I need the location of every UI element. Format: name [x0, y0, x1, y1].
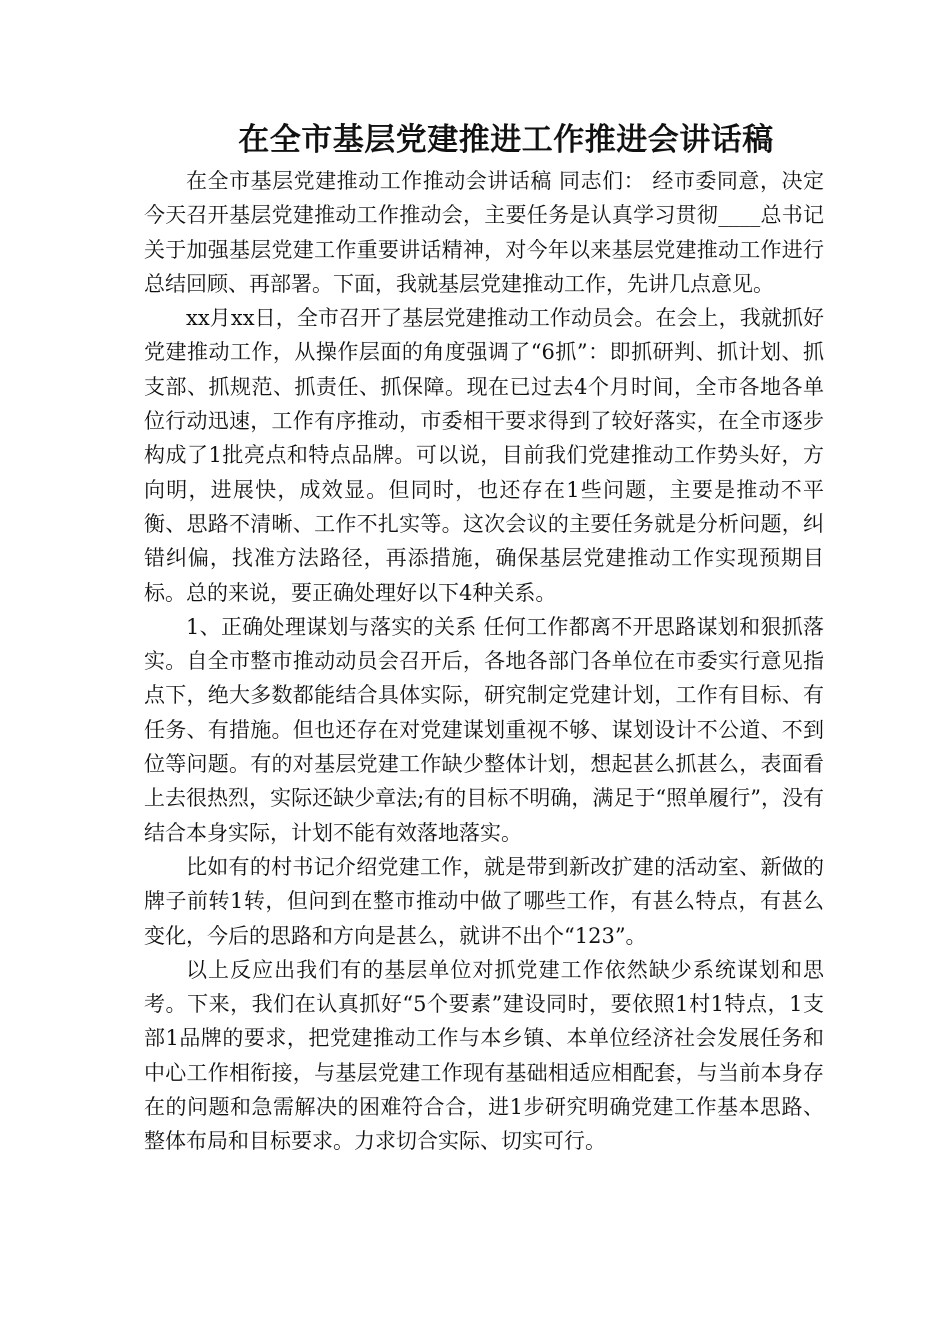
- paragraph-4: 比如有的村书记介绍党建工作，就是带到新改扩建的活动室、新做的牌子前转1转，但问到在整市推动中做了哪些工作，有甚么特点，有甚么变化，今后的思路和方向是甚么，就讲不出个“123”。: [144, 854, 824, 948]
- document-title: 在全市基层党建推进工作推进会讲话稿: [238, 122, 774, 158]
- document-body: [144, 164, 824, 1159]
- paragraph-1: 在全市基层党建推动工作推动会讲话稿 同志们： 经市委同意，决定今天召开基层党建推动工作推动会，主要任务是认真学习贯彻____总书记关于加强基层党建工作重要讲话精神，对今年以来基层党建推动工作进行总结回顾、再部署。下面，我就基层党建推动工作，先讲几点意见。: [144, 169, 824, 296]
- paragraph-5: 以上反应出我们有的基层单位对抓党建工作依然缺少系统谋划和思考。下来，我们在认真抓好“5个要素”建设同时，要依照1村1特点，1支部1品牌的要求，把党建推动工作与本乡镇、本单位经济社会发展任务和中心工作相衔接，与基层党建工作现有基础相适应相配套，与当前本身存在的问题和急需解决的困难符合合，进1步研究明确党建工作基本思路、整体布局和目标要求。力求切合实际、切实可行。: [144, 957, 824, 1154]
- paragraph-3: 1、正确处理谋划与落实的关系 任何工作都离不开思路谋划和狠抓落实。自全市整市推动动员会召开后，各地各部门各单位在市委实行意见指点下，绝大多数都能结合具体实际，研究制定党建计划，工作有目标、有任务、有措施。但也还存在对党建谋划重视不够、谋划设计不公道、不到位等问题。有的对基层党建工作缺少整体计划，想起甚么抓甚么，表面看上去很热烈，实际还缺少章法;有的目标不明确，满足于“照单履行”，没有结合本身实际，计划不能有效落地落实。: [144, 614, 824, 845]
- paragraph-2: xx月xx日，全市召开了基层党建推动工作动员会。在会上，我就抓好党建推动工作，从操作层面的角度强调了“6抓”：即抓研判、抓计划、抓支部、抓规范、抓责任、抓保障。现在已过去4个月时间，全市各地各单位行动迅速，工作有序推动，市委相干要求得到了较好落实，在全市逐步构成了1批亮点和特点品牌。可以说，目前我们党建推动工作势头好，方向明，进展快，成效显。但同时，也还存在1些问题，主要是推动不平衡、思路不清晰、工作不扎实等。这次会议的主要任务就是分析问题，纠错纠偏，找准方法路径，再添措施，确保基层党建推动工作实现预期目标。总的来说，要正确处理好以下4种关系。: [144, 306, 824, 605]
